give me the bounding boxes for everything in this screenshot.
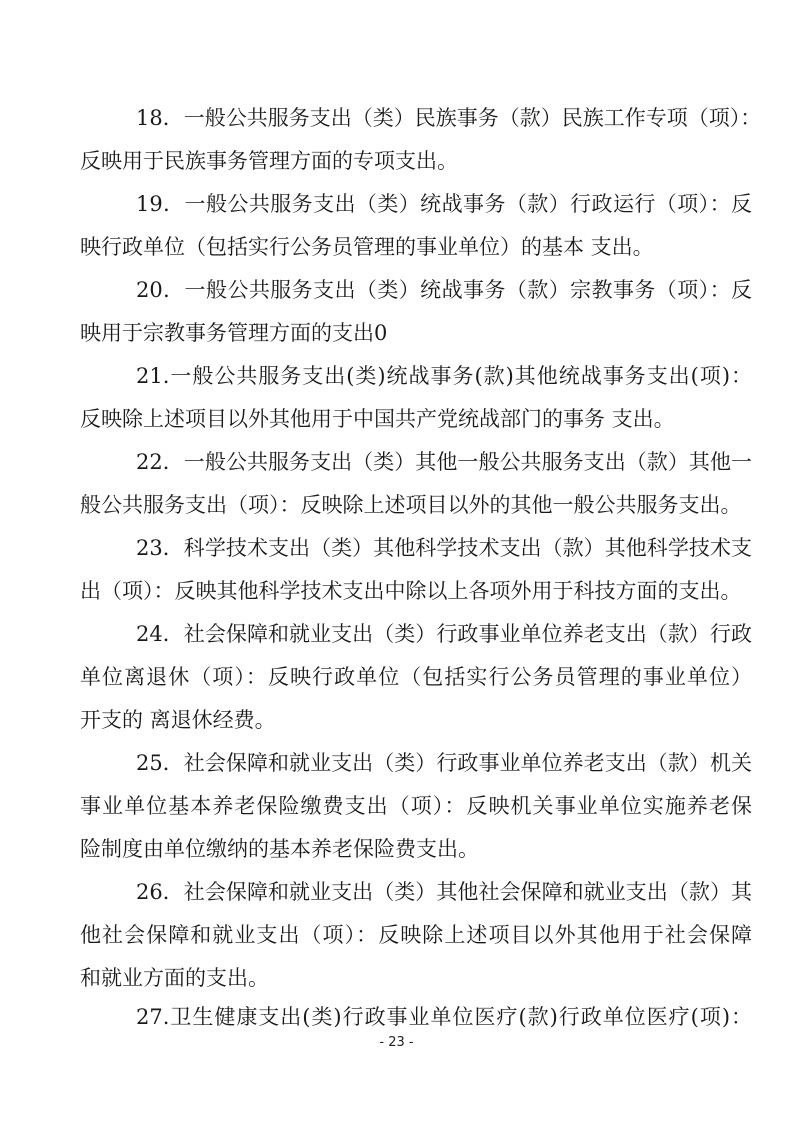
- paragraph-25-line-1: 25．社会保障和就业支出（类）行政事业单位养老支出（款）机关: [136, 751, 752, 775]
- paragraph-26-line-2: 他社会保障和就业支出（项）：反映除上述项目以外其他用于社会保障: [80, 923, 752, 947]
- paragraph-19-line-2: 映行政单位（包括实行公务员管理的事业单位）的基本 支出。: [80, 235, 654, 259]
- paragraph-24-line-2: 单位离退休（项）：反映行政单位（包括实行公务员管理的事业单位）: [80, 665, 752, 689]
- paragraph-27-line-1: 27.卫生健康支出(类)行政事业单位医疗(款)行政单位医疗(项)：: [136, 1005, 752, 1029]
- paragraph-23-line-2: 出（项）：反映其他科学技术支出中除以上各项外用于科技方面的支出。: [80, 579, 742, 603]
- paragraph-24-line-1: 24．社会保障和就业支出（类）行政事业单位养老支出（款）行政: [136, 622, 752, 646]
- paragraph-21-line-1: 21.一般公共服务支出(类)统战事务(款)其他统战事务支出(项)：: [136, 364, 752, 388]
- paragraph-25-line-2: 事业单位基本养老保险缴费支出（项）：反映机关事业单位实施养老保: [80, 794, 752, 818]
- paragraph-22-line-1: 22．一般公共服务支出（类）其他一般公共服务支出（款）其他一: [136, 450, 752, 474]
- page-number: - 23 -: [379, 1035, 414, 1050]
- paragraph-22-line-2: 般公共服务支出（项）：反映除上述项目以外的其他一般公共服务支出。: [80, 493, 742, 517]
- paragraph-20-line-1: 20．一般公共服务支出（类）统战事务（款）宗教事务（项）：反: [136, 278, 752, 302]
- paragraph-24-line-3: 开支的 离退休经费。: [80, 708, 276, 732]
- paragraph-26-line-1: 26．社会保障和就业支出（类）其他社会保障和就业支出（款）其: [136, 880, 752, 904]
- paragraph-20-line-2: 映用于宗教事务管理方面的支出0: [80, 321, 388, 345]
- paragraph-18-line-2: 反映用于民族事务管理方面的专项支出。: [80, 149, 458, 173]
- paragraph-23-line-1: 23．科学技术支出（类）其他科学技术支出（款）其他科学技术支: [136, 536, 752, 560]
- paragraph-19-line-1: 19．一般公共服务支出（类）统战事务（款）行政运行（项）：反: [136, 192, 752, 216]
- paragraph-21-line-2: 反映除上述项目以外其他用于中国共产党统战部门的事务 支出。: [80, 407, 675, 431]
- paragraph-26-line-3: 和就业方面的支出。: [80, 966, 269, 990]
- paragraph-25-line-3: 险制度由单位缴纳的基本养老保险费支出。: [80, 837, 479, 861]
- paragraph-18-line-1: 18．一般公共服务支出（类）民族事务（款）民族工作专项（项）：: [136, 106, 762, 130]
